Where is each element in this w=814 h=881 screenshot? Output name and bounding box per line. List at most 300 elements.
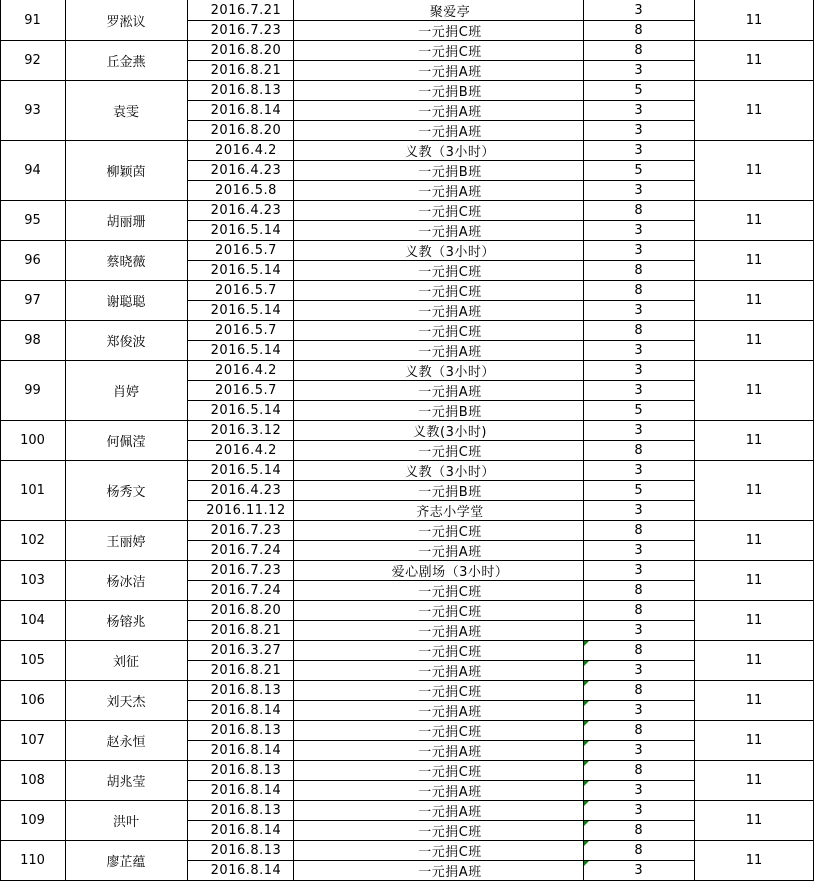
cell-activity[interactable] <box>293 780 583 800</box>
cell-number[interactable] <box>0 200 65 240</box>
error-indicator-icon <box>584 781 589 786</box>
cell-date[interactable] <box>187 280 293 300</box>
cell-date[interactable] <box>187 660 293 680</box>
cell-hours[interactable] <box>583 600 694 620</box>
cell-date[interactable] <box>187 740 293 760</box>
cell-date[interactable] <box>187 540 293 560</box>
cell-activity[interactable] <box>293 720 583 740</box>
cell-total[interactable] <box>694 320 814 360</box>
cell-activity[interactable] <box>293 120 583 140</box>
cell-hours-text: 5 <box>634 482 643 498</box>
cell-hours[interactable] <box>583 280 694 300</box>
cell-date-text: 2016.8.14 <box>210 862 282 878</box>
cell-date[interactable] <box>187 300 293 320</box>
cell-hours-text: 3 <box>634 462 643 478</box>
grid-line-horizontal <box>187 480 695 481</box>
cell-activity[interactable] <box>293 560 583 580</box>
cell-hours[interactable] <box>583 20 694 40</box>
cell-name-text: 何佩滢 <box>106 434 146 450</box>
cell-number[interactable] <box>0 140 65 200</box>
error-indicator-icon <box>584 861 589 866</box>
cell-hours[interactable] <box>583 60 694 80</box>
cell-hours[interactable] <box>583 520 694 540</box>
cell-date[interactable] <box>187 480 293 500</box>
cell-activity[interactable] <box>293 580 583 600</box>
cell-date[interactable] <box>187 340 293 360</box>
cell-hours[interactable] <box>583 300 694 320</box>
cell-name[interactable] <box>65 840 187 880</box>
cell-number-text: 104 <box>20 612 45 628</box>
cell-activity[interactable] <box>293 840 583 860</box>
cell-hours-text: 8 <box>634 22 643 38</box>
cell-total[interactable] <box>694 800 814 840</box>
grid-line-horizontal <box>187 400 695 401</box>
cell-date-text: 2016.4.2 <box>215 442 277 458</box>
grid-line-horizontal <box>187 340 695 341</box>
cell-activity[interactable] <box>293 260 583 280</box>
cell-activity[interactable] <box>293 820 583 840</box>
cell-name[interactable] <box>65 460 187 520</box>
error-indicator-icon <box>584 701 589 706</box>
cell-activity-text: 一元捐A班 <box>418 224 482 240</box>
cell-hours-text: 8 <box>634 842 643 858</box>
cell-activity[interactable] <box>293 380 583 400</box>
cell-date-text: 2016.4.23 <box>210 162 282 178</box>
cell-hours[interactable] <box>583 860 694 880</box>
cell-hours[interactable] <box>583 480 694 500</box>
cell-number[interactable] <box>0 320 65 360</box>
cell-name[interactable] <box>65 0 187 40</box>
cell-date[interactable] <box>187 160 293 180</box>
cell-name[interactable] <box>65 140 187 200</box>
cell-date[interactable] <box>187 40 293 60</box>
cell-activity-text: 一元捐A班 <box>418 704 482 720</box>
cell-name-text: 柳颖茵 <box>106 164 146 180</box>
grid-line-horizontal <box>187 500 695 501</box>
cell-activity-text: 一元捐A班 <box>418 544 482 560</box>
cell-date[interactable] <box>187 840 293 860</box>
cell-name-text: 杨镕兆 <box>106 614 146 630</box>
cell-hours[interactable] <box>583 640 694 660</box>
cell-name[interactable] <box>65 640 187 680</box>
cell-date[interactable] <box>187 700 293 720</box>
cell-number[interactable] <box>0 560 65 600</box>
cell-total[interactable] <box>694 560 814 600</box>
cell-hours[interactable] <box>583 660 694 680</box>
cell-total[interactable] <box>694 80 814 140</box>
error-indicator-icon <box>584 661 589 666</box>
cell-hours[interactable] <box>583 120 694 140</box>
cell-hours[interactable] <box>583 140 694 160</box>
cell-hours[interactable] <box>583 780 694 800</box>
cell-total[interactable] <box>694 600 814 640</box>
cell-total[interactable] <box>694 40 814 80</box>
cell-name-text: 袁雯 <box>112 104 139 120</box>
cell-total[interactable] <box>694 680 814 720</box>
cell-date[interactable] <box>187 360 293 380</box>
cell-name[interactable] <box>65 720 187 760</box>
cell-hours[interactable] <box>583 360 694 380</box>
cell-activity[interactable] <box>293 760 583 780</box>
cell-activity-text: 一元捐B班 <box>418 404 482 420</box>
cell-name[interactable] <box>65 520 187 560</box>
cell-activity-text: 一元捐A班 <box>418 124 482 140</box>
cell-activity[interactable] <box>293 40 583 60</box>
cell-date[interactable] <box>187 820 293 840</box>
cell-hours[interactable] <box>583 540 694 560</box>
cell-name-text: 赵永恒 <box>106 734 146 750</box>
cell-name[interactable] <box>65 420 187 460</box>
cell-hours[interactable] <box>583 820 694 840</box>
cell-activity-text: 一元捐C班 <box>418 724 482 740</box>
cell-hours[interactable] <box>583 200 694 220</box>
cell-name[interactable] <box>65 320 187 360</box>
cell-total-text: 11 <box>745 52 763 68</box>
cell-total[interactable] <box>694 240 814 280</box>
cell-date[interactable] <box>187 800 293 820</box>
grid-line-horizontal <box>187 60 695 61</box>
cell-activity-text: 一元捐C班 <box>418 284 482 300</box>
cell-date[interactable] <box>187 720 293 740</box>
cell-activity[interactable] <box>293 600 583 620</box>
cell-hours[interactable] <box>583 420 694 440</box>
cell-activity-text: 一元捐B班 <box>418 484 482 500</box>
cell-date-text: 2016.8.14 <box>210 822 282 838</box>
cell-hours[interactable] <box>583 440 694 460</box>
cell-activity[interactable] <box>293 140 583 160</box>
cell-hours[interactable] <box>583 180 694 200</box>
cell-activity[interactable] <box>293 480 583 500</box>
cell-date-text: 2016.7.23 <box>210 22 282 38</box>
cell-date[interactable] <box>187 320 293 340</box>
cell-total-text: 11 <box>745 812 763 828</box>
cell-activity-text: 义教（3小时） <box>405 244 495 260</box>
cell-total[interactable] <box>694 140 814 200</box>
cell-hours-text: 5 <box>634 402 643 418</box>
cell-date-text: 2016.5.14 <box>210 342 282 358</box>
cell-date-text: 2016.5.14 <box>210 462 282 478</box>
cell-activity-text: 齐志小学堂 <box>416 504 484 520</box>
cell-date-text: 2016.8.14 <box>210 702 282 718</box>
cell-name-text: 胡丽珊 <box>106 214 146 230</box>
cell-activity-text: 一元捐B班 <box>418 84 482 100</box>
grid-line-horizontal <box>187 620 695 621</box>
cell-date-text: 2016.8.20 <box>210 602 282 618</box>
cell-date[interactable] <box>187 580 293 600</box>
cell-activity[interactable] <box>293 360 583 380</box>
cell-date-text: 2016.7.23 <box>210 562 282 578</box>
cell-date-text: 2016.5.7 <box>215 282 277 298</box>
cell-name[interactable] <box>65 240 187 280</box>
cell-name[interactable] <box>65 560 187 600</box>
cell-date[interactable] <box>187 120 293 140</box>
cell-activity[interactable] <box>293 280 583 300</box>
cell-total[interactable] <box>694 420 814 460</box>
cell-activity[interactable] <box>293 620 583 640</box>
cell-name-text: 胡兆莹 <box>106 774 146 790</box>
cell-hours[interactable] <box>583 0 694 20</box>
cell-activity-text: 一元捐A班 <box>418 184 482 200</box>
cell-total[interactable] <box>694 520 814 560</box>
cell-hours[interactable] <box>583 100 694 120</box>
cell-hours[interactable] <box>583 700 694 720</box>
cell-name[interactable] <box>65 800 187 840</box>
grid-line-horizontal <box>187 300 695 301</box>
cell-name[interactable] <box>65 760 187 800</box>
cell-date[interactable] <box>187 240 293 260</box>
cell-activity[interactable] <box>293 520 583 540</box>
cell-number[interactable] <box>0 840 65 880</box>
cell-activity[interactable] <box>293 200 583 220</box>
cell-activity[interactable] <box>293 100 583 120</box>
cell-number[interactable] <box>0 80 65 140</box>
cell-activity-text: 一元捐C班 <box>418 844 482 860</box>
cell-hours-text: 3 <box>634 422 643 438</box>
grid-line-horizontal <box>187 660 695 661</box>
grid-line-horizontal <box>187 740 695 741</box>
grid-line-horizontal <box>187 160 695 161</box>
cell-hours[interactable] <box>583 240 694 260</box>
cell-activity[interactable] <box>293 640 583 660</box>
cell-date[interactable] <box>187 440 293 460</box>
cell-name[interactable] <box>65 600 187 640</box>
cell-activity[interactable] <box>293 800 583 820</box>
cell-activity-text: 一元捐C班 <box>418 584 482 600</box>
cell-hours[interactable] <box>583 840 694 860</box>
cell-activity[interactable] <box>293 680 583 700</box>
cell-name[interactable] <box>65 200 187 240</box>
error-indicator-icon <box>584 721 589 726</box>
cell-hours-text: 8 <box>634 762 643 778</box>
cell-total[interactable] <box>694 280 814 320</box>
cell-date[interactable] <box>187 380 293 400</box>
cell-hours[interactable] <box>583 740 694 760</box>
cell-number-text: 99 <box>24 382 41 398</box>
cell-total-text: 11 <box>745 382 763 398</box>
cell-hours-text: 3 <box>634 362 643 378</box>
cell-date[interactable] <box>187 520 293 540</box>
cell-name-text: 罗淞议 <box>106 14 146 30</box>
cell-date[interactable] <box>187 460 293 480</box>
cell-activity-text: 一元捐A班 <box>418 304 482 320</box>
cell-date[interactable] <box>187 500 293 520</box>
cell-total[interactable] <box>694 720 814 760</box>
cell-hours[interactable] <box>583 220 694 240</box>
cell-hours[interactable] <box>583 760 694 780</box>
cell-activity[interactable] <box>293 20 583 40</box>
cell-hours-text: 3 <box>634 242 643 258</box>
cell-activity[interactable] <box>293 80 583 100</box>
cell-activity-text: 一元捐A班 <box>418 664 482 680</box>
grid-line-horizontal <box>187 220 695 221</box>
cell-hours[interactable] <box>583 680 694 700</box>
cell-date-text: 2016.3.27 <box>210 642 282 658</box>
cell-hours[interactable] <box>583 560 694 580</box>
error-indicator-icon <box>584 821 589 826</box>
cell-number-text: 92 <box>24 52 41 68</box>
cell-date[interactable] <box>187 0 293 20</box>
cell-activity[interactable] <box>293 860 583 880</box>
cell-name[interactable] <box>65 80 187 140</box>
cell-total-text: 11 <box>745 292 763 308</box>
cell-date[interactable] <box>187 20 293 40</box>
cell-hours-text: 3 <box>634 862 643 878</box>
cell-date[interactable] <box>187 180 293 200</box>
cell-activity[interactable] <box>293 180 583 200</box>
cell-name[interactable] <box>65 40 187 80</box>
cell-activity-text: 一元捐C班 <box>418 444 482 460</box>
cell-name-text: 王丽婷 <box>106 534 146 550</box>
cell-name-text: 郑俊波 <box>106 334 146 350</box>
cell-date[interactable] <box>187 780 293 800</box>
cell-hours[interactable] <box>583 40 694 60</box>
cell-hours-text: 3 <box>634 382 643 398</box>
cell-number[interactable] <box>0 460 65 520</box>
cell-activity[interactable] <box>293 420 583 440</box>
cell-activity-text: 一元捐A班 <box>418 384 482 400</box>
cell-number[interactable] <box>0 600 65 640</box>
cell-total-text: 11 <box>745 162 763 178</box>
cell-hours-text: 3 <box>634 302 643 318</box>
cell-activity[interactable] <box>293 460 583 480</box>
grid-line-horizontal <box>187 860 695 861</box>
cell-hours[interactable] <box>583 340 694 360</box>
cell-number[interactable] <box>0 640 65 680</box>
cell-number[interactable] <box>0 760 65 800</box>
cell-total-text: 11 <box>745 252 763 268</box>
cell-number[interactable] <box>0 0 65 40</box>
cell-total[interactable] <box>694 840 814 880</box>
cell-activity[interactable] <box>293 320 583 340</box>
cell-activity[interactable] <box>293 540 583 560</box>
cell-name-text: 廖芷蕴 <box>106 854 146 870</box>
cell-date[interactable] <box>187 420 293 440</box>
cell-total[interactable] <box>694 640 814 680</box>
cell-hours[interactable] <box>583 380 694 400</box>
cell-number[interactable] <box>0 240 65 280</box>
cell-date[interactable] <box>187 620 293 640</box>
cell-hours-text: 8 <box>634 322 643 338</box>
cell-activity-text: 一元捐C班 <box>418 824 482 840</box>
cell-number[interactable] <box>0 420 65 460</box>
cell-date[interactable] <box>187 860 293 880</box>
cell-date[interactable] <box>187 220 293 240</box>
cell-date-text: 2016.8.20 <box>210 42 282 58</box>
cell-hours[interactable] <box>583 720 694 740</box>
cell-activity-text: 一元捐A班 <box>418 744 482 760</box>
cell-date[interactable] <box>187 560 293 580</box>
cell-hours[interactable] <box>583 80 694 100</box>
cell-date[interactable] <box>187 640 293 660</box>
cell-activity-text: 一元捐A班 <box>418 344 482 360</box>
cell-hours[interactable] <box>583 400 694 420</box>
cell-activity-text: 一元捐C班 <box>418 684 482 700</box>
cell-activity[interactable] <box>293 240 583 260</box>
cell-total[interactable] <box>694 360 814 420</box>
cell-activity[interactable] <box>293 660 583 680</box>
cell-date-text: 2016.8.13 <box>210 682 282 698</box>
cell-date[interactable] <box>187 260 293 280</box>
cell-activity[interactable] <box>293 400 583 420</box>
cell-number-text: 94 <box>24 162 41 178</box>
cell-hours[interactable] <box>583 260 694 280</box>
cell-number[interactable] <box>0 360 65 420</box>
cell-activity[interactable] <box>293 740 583 760</box>
grid-line-vertical <box>293 0 294 881</box>
grid-line-horizontal <box>187 380 695 381</box>
cell-number[interactable] <box>0 280 65 320</box>
cell-activity[interactable] <box>293 340 583 360</box>
cell-name[interactable] <box>65 280 187 320</box>
cell-total-text: 11 <box>745 482 763 498</box>
cell-number[interactable] <box>0 520 65 560</box>
cell-date-text: 2016.11.12 <box>206 502 286 518</box>
cell-activity[interactable] <box>293 60 583 80</box>
cell-name-text: 肖婷 <box>112 384 139 400</box>
cell-date[interactable] <box>187 760 293 780</box>
cell-activity[interactable] <box>293 220 583 240</box>
cell-hours[interactable] <box>583 460 694 480</box>
cell-activity[interactable] <box>293 0 583 20</box>
cell-number[interactable] <box>0 40 65 80</box>
cell-hours-text: 3 <box>634 342 643 358</box>
cell-date[interactable] <box>187 680 293 700</box>
grid-line-horizontal <box>187 20 695 21</box>
cell-number-text: 109 <box>20 812 45 828</box>
cell-activity[interactable] <box>293 500 583 520</box>
cell-number-text: 93 <box>24 102 41 118</box>
cell-total[interactable] <box>694 0 814 40</box>
cell-activity[interactable] <box>293 300 583 320</box>
cell-activity-text: 义教（3小时） <box>405 364 495 380</box>
cell-number[interactable] <box>0 680 65 720</box>
cell-activity[interactable] <box>293 440 583 460</box>
cell-date[interactable] <box>187 80 293 100</box>
cell-date[interactable] <box>187 600 293 620</box>
cell-total[interactable] <box>694 760 814 800</box>
cell-date[interactable] <box>187 400 293 420</box>
cell-name-text: 洪叶 <box>112 814 139 830</box>
cell-name[interactable] <box>65 360 187 420</box>
cell-hours[interactable] <box>583 320 694 340</box>
cell-date-text: 2016.8.13 <box>210 762 282 778</box>
cell-hours-text: 8 <box>634 442 643 458</box>
cell-hours-text: 3 <box>634 702 643 718</box>
cell-hours-text: 3 <box>634 102 643 118</box>
cell-hours[interactable] <box>583 500 694 520</box>
cell-date[interactable] <box>187 140 293 160</box>
cell-number-text: 108 <box>20 772 45 788</box>
cell-activity[interactable] <box>293 160 583 180</box>
cell-hours[interactable] <box>583 620 694 640</box>
cell-number[interactable] <box>0 720 65 760</box>
cell-name[interactable] <box>65 680 187 720</box>
cell-hours[interactable] <box>583 800 694 820</box>
cell-hours[interactable] <box>583 580 694 600</box>
cell-activity[interactable] <box>293 700 583 720</box>
cell-name-text: 蔡晓薇 <box>106 254 146 270</box>
cell-number[interactable] <box>0 800 65 840</box>
cell-date[interactable] <box>187 100 293 120</box>
cell-hours[interactable] <box>583 160 694 180</box>
cell-total[interactable] <box>694 460 814 520</box>
cell-total[interactable] <box>694 200 814 240</box>
cell-hours-text: 3 <box>634 622 643 638</box>
cell-date[interactable] <box>187 200 293 220</box>
cell-activity-text: 一元捐A班 <box>418 864 482 880</box>
grid-line-horizontal <box>187 260 695 261</box>
cell-date[interactable] <box>187 60 293 80</box>
